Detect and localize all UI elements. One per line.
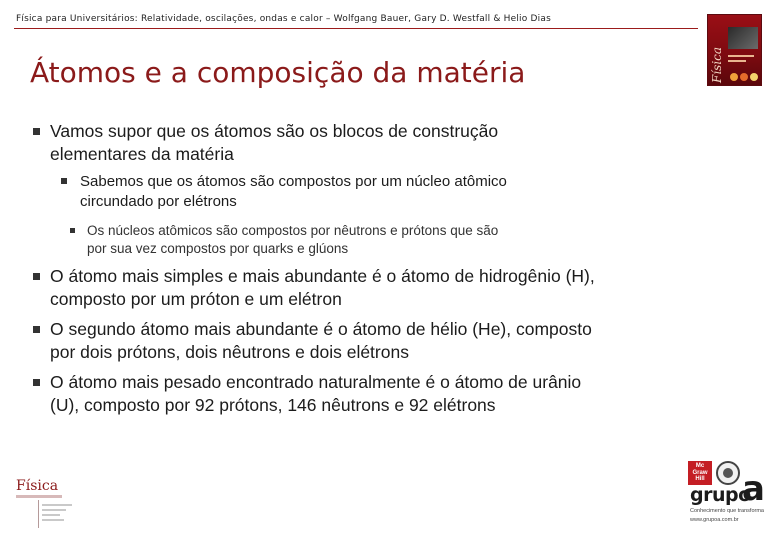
bullet-line: O segundo átomo mais abundante é o átomo de hélio (He), composto bbox=[50, 319, 592, 339]
bullet-item-level1 bbox=[50, 318, 592, 364]
bullet-square-icon bbox=[61, 178, 67, 184]
bullet-line: por dois prótons, dois nêutrons e dois elétrons bbox=[50, 342, 409, 363]
book-cover-thumbnail bbox=[707, 14, 762, 86]
bullet-square-icon bbox=[33, 128, 40, 135]
mini-book-line bbox=[42, 504, 72, 506]
bullet-square-icon bbox=[33, 273, 40, 280]
book-cover-title: Física bbox=[710, 46, 724, 83]
mcgraw-hill-logo: Mc Graw Hill bbox=[688, 461, 712, 485]
bullet-line: elementares da matéria bbox=[50, 144, 234, 165]
bullet-square-icon bbox=[33, 326, 40, 333]
bullet-line: composto por um próton e um elétron bbox=[50, 289, 342, 310]
book-cover-swatch bbox=[740, 73, 748, 81]
bullet-item-level1 bbox=[50, 120, 498, 166]
bullet-item-level3 bbox=[87, 222, 498, 258]
bullet-line: (U), composto por 92 prótons, 146 nêutrons e 92 elétrons bbox=[50, 395, 496, 416]
book-cover-art bbox=[728, 27, 758, 49]
book-cover-line bbox=[728, 55, 754, 57]
grupo-a-logo-text: grupo bbox=[690, 484, 751, 506]
mini-book-line bbox=[42, 509, 66, 511]
fisica-logo-underline bbox=[16, 495, 62, 498]
bullet-item-level1 bbox=[50, 265, 595, 311]
grupo-a-url: www.grupoa.com.br bbox=[690, 517, 739, 523]
mini-book-line bbox=[42, 519, 64, 521]
book-cover-swatch bbox=[730, 73, 738, 81]
bullet-line: por sua vez compostos por quarks e glúons bbox=[87, 240, 349, 256]
bullet-line: circundado por elétrons bbox=[80, 192, 237, 210]
bullet-line: Sabemos que os átomos são compostos por um núcleo atômico bbox=[80, 173, 507, 190]
book-cover-swatch bbox=[750, 73, 758, 81]
bullet-item-level2 bbox=[80, 172, 507, 212]
bullet-line: Vamos supor que os átomos são os blocos de construção bbox=[50, 121, 499, 141]
bullet-square-icon bbox=[33, 379, 40, 386]
bullet-square-icon bbox=[70, 228, 75, 233]
slide-title: Átomos e a composição da matéria bbox=[30, 56, 526, 89]
header-divider bbox=[14, 28, 698, 29]
mini-book-line bbox=[42, 514, 60, 516]
book-cover-line bbox=[728, 60, 746, 62]
header-text: Física para Universitários: Relatividade, oscilações, ondas e calor – Wolfgang Bauer, Gary D. Westfall & Helio Dias bbox=[16, 14, 551, 24]
mini-book-thumbnail bbox=[38, 500, 78, 528]
bullet-line: Os núcleos atômicos são compostos por nêutrons e prótons que são bbox=[87, 223, 499, 238]
fisica-logo: Física bbox=[16, 478, 59, 494]
bookman-seal-icon bbox=[716, 461, 740, 485]
grupo-a-tagline: Conhecimento que transforma bbox=[690, 508, 764, 514]
bullet-line: O átomo mais pesado encontrado naturalmente é o átomo de urânio bbox=[50, 372, 582, 392]
grupo-a-logo-letter: a bbox=[742, 469, 765, 509]
bullet-line: O átomo mais simples e mais abundante é o átomo de hidrogênio (H), bbox=[50, 266, 595, 286]
bullet-item-level1 bbox=[50, 371, 581, 417]
